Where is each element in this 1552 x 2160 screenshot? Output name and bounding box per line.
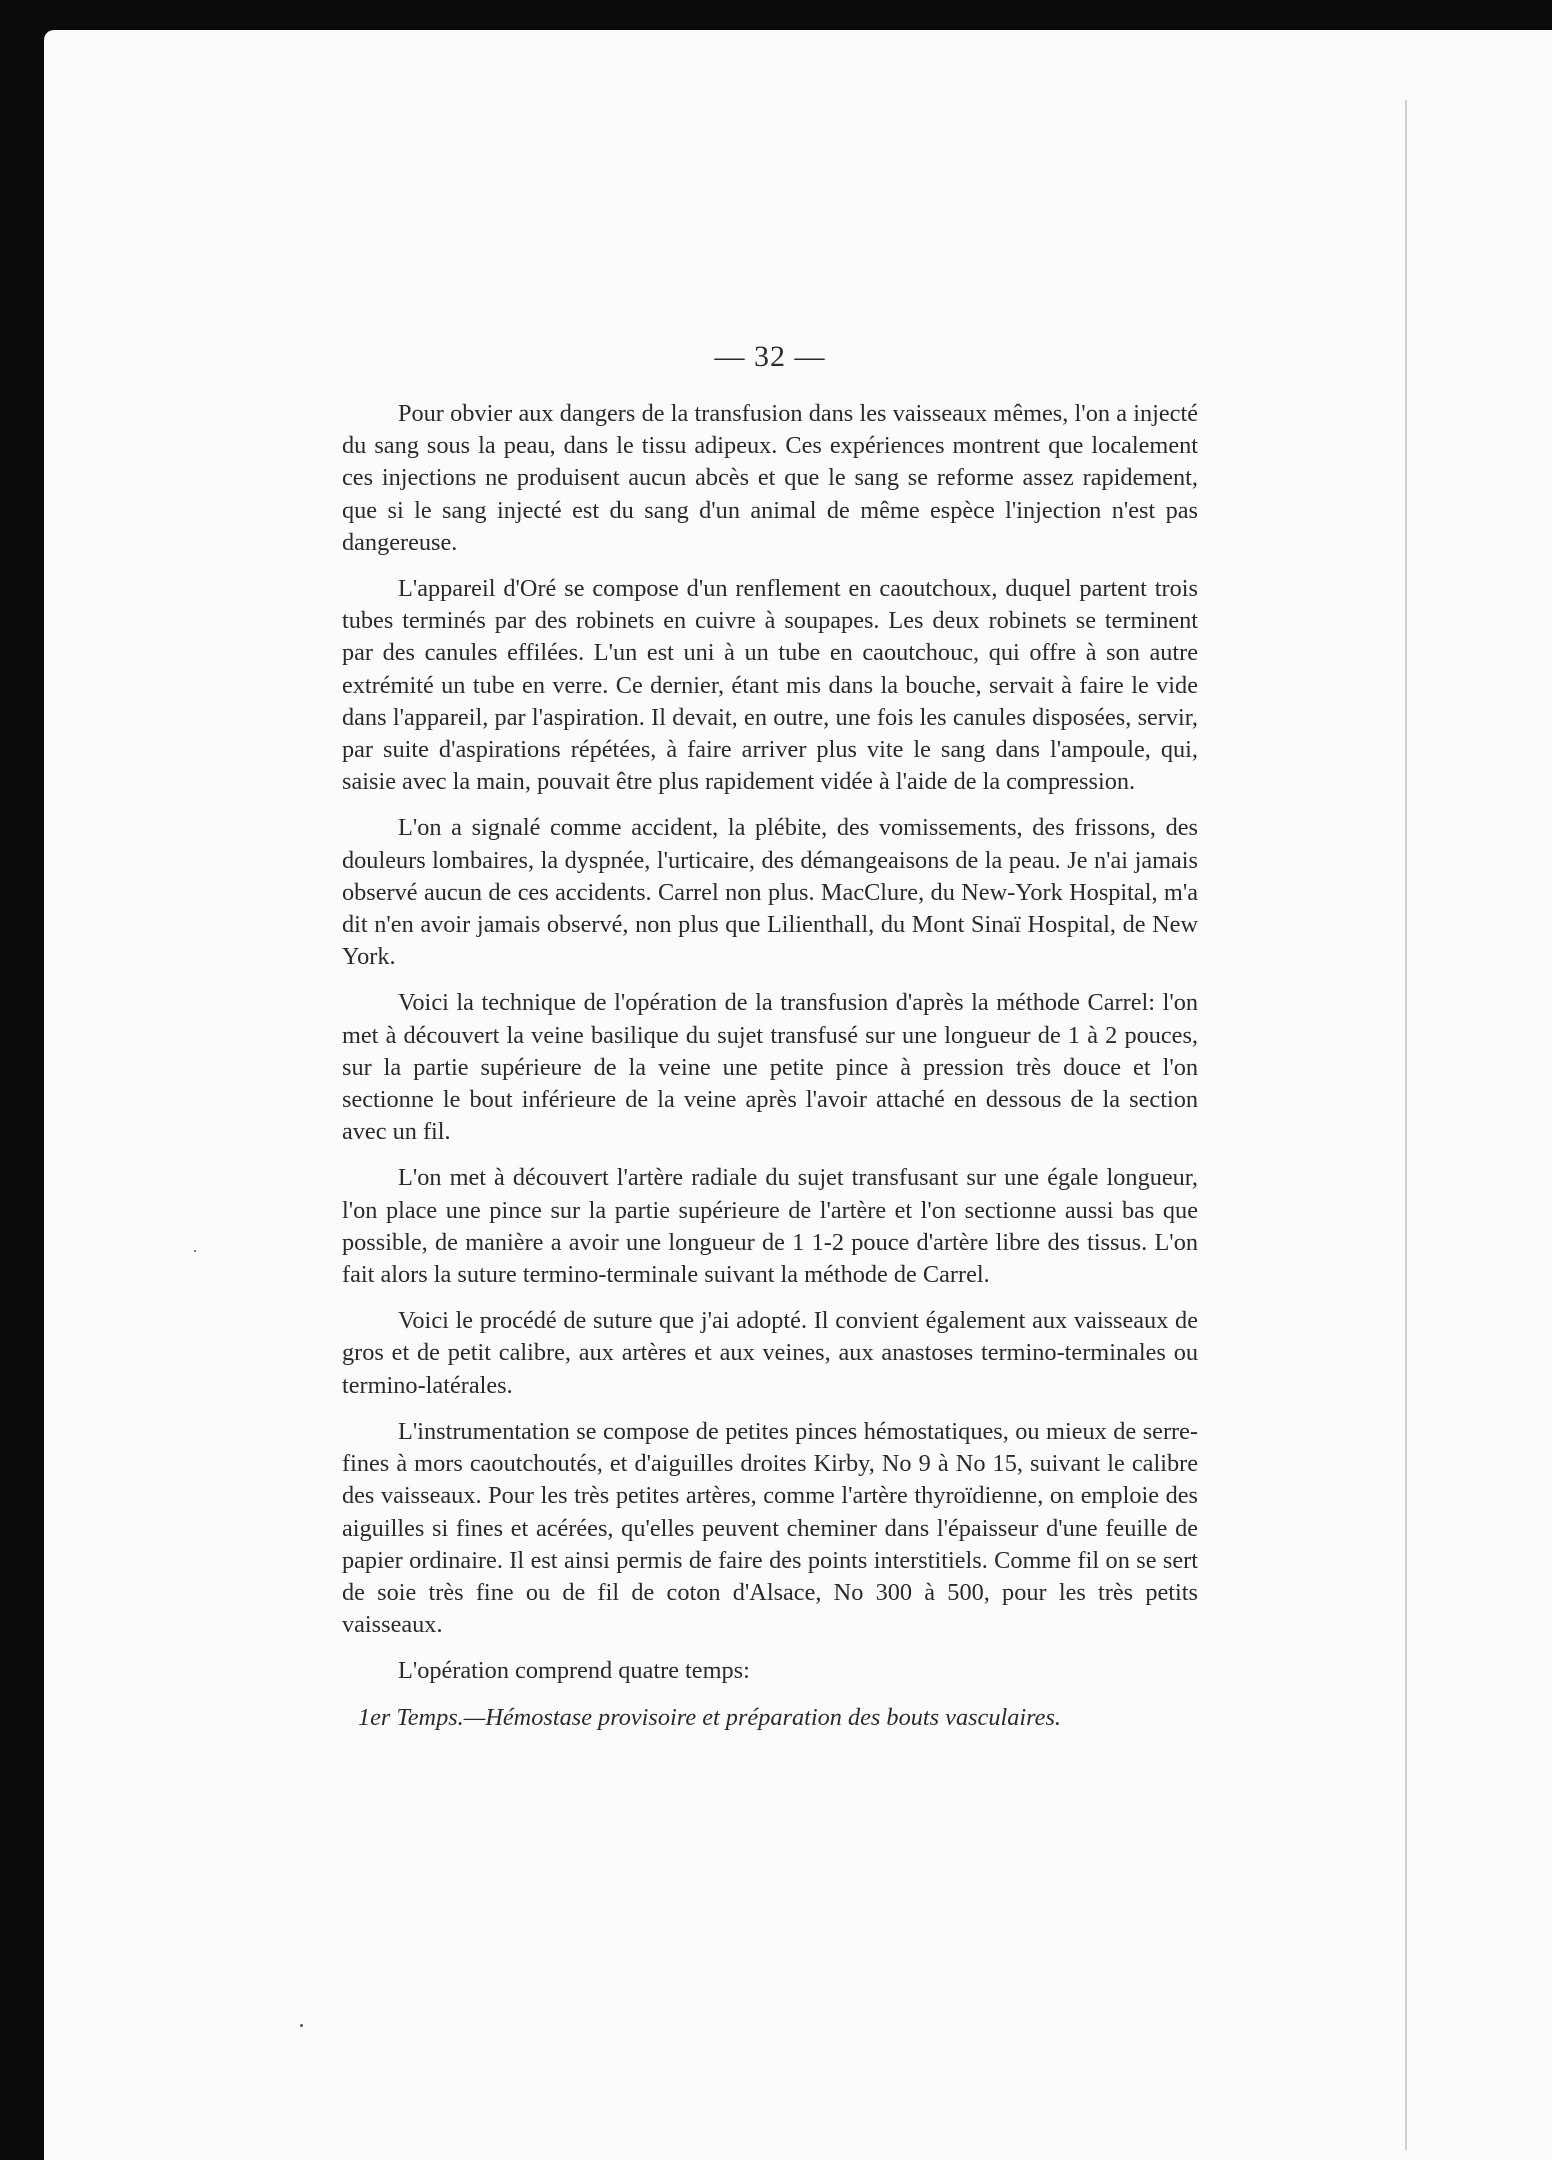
paragraph-5: L'on met à découvert l'artère radiale du sujet transfusant sur une égale longueur, l'on place une pince sur la partie supérieure de l'artère et l'on sectionne aussi bas que possible, de manière a avoir une longueur de 1 1-2 pouce d'artère libre des tissus. L'on fait alors la suture termino-terminale suivant la méthode de Carrel. — [342, 1164, 1198, 1289]
paragraph-2: L'appareil d'Oré se compose d'un renflement en caoutchoux, duquel partent trois tubes terminés par des robinets en cuivre à soupapes. Les deux robinets se terminent par des canules effilées. L'un est uni à un tube en caoutchouc, qui offre à son autre extrémité un tube en verre. Ce dernier, étant mis dans la bouche, servait à faire le vide dans l'appareil, par l'aspiration. Il devait, en outre, une fois les canules disposées, servir, par suite d'aspirations répétées, à faire arriver plus vite le sang dans l'ampoule, qui, saisie avec la main, pouvait être plus rapidement vidée à l'aide de la compression. — [342, 575, 1198, 796]
text-block — [342, 340, 1198, 1748]
paragraph-3: L'on a signalé comme accident, la plébite, des vomissements, des frissons, des douleurs lombaires, la dyspnée, l'urticaire, des démangeaisons de la peau. Je n'ai jamais observé aucun de ces accidents. Carrel non plus. MacClure, du New-York Hospital, m'a dit n'en avoir jamais observé, non plus que Lilienthall, du Mont Sinaï Hospital, de New York. — [342, 814, 1198, 971]
paragraph-8: L'opération comprend quatre temps: — [398, 1657, 750, 1685]
section-subheading: 1er Temps.—Hémostase provisoire et préparation des bouts vasculaires. — [358, 1703, 1061, 1731]
page-fold-line — [1405, 100, 1407, 2150]
paragraph-6: Voici le procédé de suture que j'ai adopté. Il convient également aux vaisseaux de gros et de petit calibre, aux artères et aux veines, aux anastoses termino-terminales ou termino-latérales. — [342, 1307, 1198, 1399]
document-page — [44, 30, 1552, 2160]
paper-speck — [194, 1250, 196, 1252]
paragraph-7: L'instrumentation se compose de petites pinces hémostatiques, ou mieux de serre-fines à mors caoutchoutés, et d'aiguilles droites Kirby, No 9 à No 15, suivant le calibre des vaisseaux. Pour les très petites artères, comme l'artère thyroïdienne, on emploie des aiguilles si fines et acérées, qu'elles peuvent cheminer dans l'épaisseur d'une feuille de papier ordinaire. Il est ainsi permis de faire des points interstitiels. Comme fil on se sert de soie très fine ou de fil de coton d'Alsace, No 300 à 500, pour les très petits vaisseaux. — [342, 1417, 1198, 1639]
paragraph-4: Voici la technique de l'opération de la transfusion d'après la méthode Carrel: l'on met à découvert la veine basilique du sujet transfusé sur une longueur de 1 à 2 pouces, sur la partie supérieure de la veine une petite pince à pression très douce et l'on sectionne le bout inférieure de la veine après l'avoir attaché en dessous de la section avec un fil. — [342, 989, 1198, 1146]
page-number: — 32 — — [714, 340, 826, 373]
paper-speck — [300, 2024, 303, 2027]
paragraph-1: Pour obvier aux dangers de la transfusion dans les vaisseaux mêmes, l'on a injecté du sang sous la peau, dans le tissu adipeux. Ces expériences montrent que localement ces injections ne produisent aucun abcès et que le sang se reforme assez rapidement, que si le sang injecté est du sang d'un animal de même espèce l'injection n'est pas dangereuse. — [342, 400, 1198, 556]
